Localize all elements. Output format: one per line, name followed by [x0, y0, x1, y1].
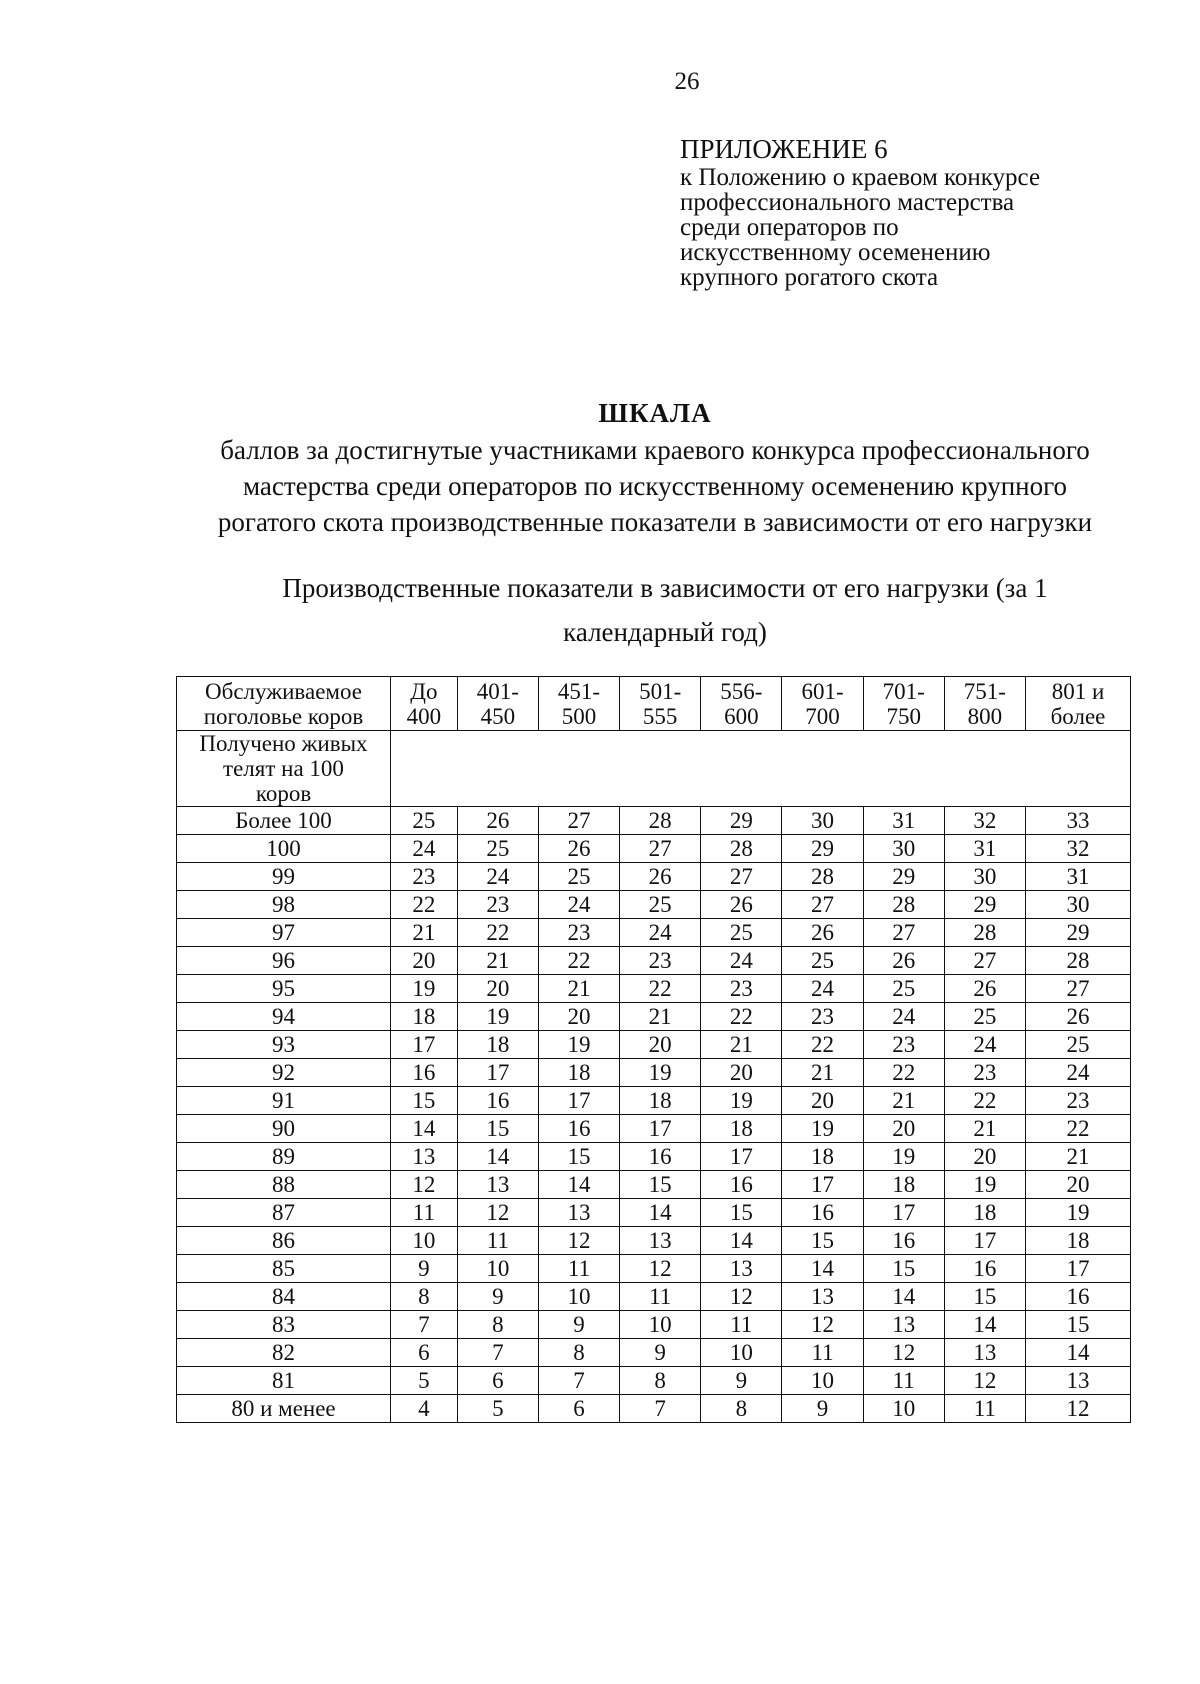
score-cell: 14 — [1025, 1339, 1130, 1367]
score-cell: 9 — [457, 1283, 538, 1311]
score-cell: 10 — [391, 1227, 458, 1255]
score-cell: 19 — [863, 1143, 944, 1171]
score-cell: 18 — [701, 1115, 782, 1143]
cell-text-line: 556- — [720, 678, 763, 704]
table-row — [177, 807, 1131, 835]
score-cell: 18 — [782, 1143, 863, 1171]
score-cell: 16 — [538, 1115, 619, 1143]
score-cell: 22 — [457, 919, 538, 947]
score-cell: 15 — [863, 1255, 944, 1283]
row-label-cell: 83 — [177, 1311, 391, 1339]
score-cell: 28 — [863, 891, 944, 919]
score-cell: 20 — [620, 1031, 701, 1059]
score-cell: 22 — [701, 1003, 782, 1031]
score-cell: 18 — [457, 1031, 538, 1059]
score-cell: 21 — [457, 947, 538, 975]
cell-text-line: 750 — [886, 703, 921, 729]
score-cell: 13 — [782, 1283, 863, 1311]
table-row — [177, 1283, 1131, 1311]
score-cell: 13 — [863, 1311, 944, 1339]
row-label-cell: 94 — [177, 1003, 391, 1031]
cell-text-line: 400 — [406, 703, 442, 729]
row-label-cell: 100 — [177, 835, 391, 863]
cell-text-line: До — [410, 678, 438, 704]
score-cell: 32 — [944, 807, 1025, 835]
score-cell: 18 — [1025, 1227, 1130, 1255]
score-cell: 31 — [863, 807, 944, 835]
score-cell: 13 — [391, 1143, 458, 1171]
score-cell: 17 — [944, 1227, 1025, 1255]
score-cell: 14 — [782, 1255, 863, 1283]
score-cell: 27 — [782, 891, 863, 919]
score-cell: 11 — [391, 1199, 458, 1227]
table-row — [177, 1115, 1131, 1143]
score-cell: 5 — [391, 1367, 458, 1395]
score-cell: 27 — [863, 919, 944, 947]
score-cell: 21 — [782, 1059, 863, 1087]
caption-line: календарный год) — [563, 617, 767, 647]
score-cell: 26 — [782, 919, 863, 947]
score-cell: 22 — [782, 1031, 863, 1059]
score-cell: 12 — [863, 1339, 944, 1367]
score-cell: 17 — [782, 1171, 863, 1199]
table-row — [177, 947, 1131, 975]
score-cell: 7 — [538, 1367, 619, 1395]
score-cell: 16 — [701, 1171, 782, 1199]
score-cell: 19 — [457, 1003, 538, 1031]
table-caption — [210, 566, 1120, 654]
score-cell: 8 — [701, 1395, 782, 1423]
header-cell-range — [538, 677, 619, 731]
score-cell: 11 — [944, 1395, 1025, 1423]
score-cell: 24 — [1025, 1059, 1130, 1087]
row-label-cell: 88 — [177, 1171, 391, 1199]
score-cell: 11 — [863, 1367, 944, 1395]
row-label-cell: 86 — [177, 1227, 391, 1255]
score-cell: 30 — [944, 863, 1025, 891]
header-cell-calves — [177, 731, 391, 807]
score-cell: 14 — [391, 1115, 458, 1143]
score-cell: 27 — [944, 947, 1025, 975]
row-label-cell: 85 — [177, 1255, 391, 1283]
score-cell: 10 — [701, 1339, 782, 1367]
score-cell: 26 — [863, 947, 944, 975]
score-cell: 19 — [1025, 1199, 1130, 1227]
score-cell: 20 — [1025, 1171, 1130, 1199]
score-cell: 25 — [863, 975, 944, 1003]
cell-text-line: 700 — [805, 703, 840, 729]
cell-text-line: 800 — [967, 703, 1003, 729]
cell-text-line: 701- — [882, 678, 925, 704]
score-cell: 23 — [620, 947, 701, 975]
score-cell: 14 — [701, 1227, 782, 1255]
score-cell: 22 — [620, 975, 701, 1003]
cell-text-line: 600 — [724, 703, 759, 729]
score-cell: 5 — [457, 1395, 538, 1423]
table-row — [177, 1059, 1131, 1087]
score-cell: 14 — [538, 1171, 619, 1199]
header-cell-range — [1025, 677, 1130, 731]
score-cell: 13 — [620, 1227, 701, 1255]
score-cell: 24 — [701, 947, 782, 975]
score-cell: 19 — [701, 1087, 782, 1115]
score-cell: 28 — [620, 807, 701, 835]
score-cell: 21 — [391, 919, 458, 947]
score-cell: 17 — [457, 1059, 538, 1087]
score-cell: 19 — [620, 1059, 701, 1087]
score-cell: 11 — [538, 1255, 619, 1283]
score-cell: 16 — [944, 1255, 1025, 1283]
score-cell: 18 — [391, 1003, 458, 1031]
score-cell: 21 — [620, 1003, 701, 1031]
score-cell: 15 — [782, 1227, 863, 1255]
score-cell: 18 — [863, 1171, 944, 1199]
appendix-line: искусственному осеменению — [680, 239, 991, 266]
score-cell: 25 — [457, 835, 538, 863]
score-cell: 15 — [391, 1087, 458, 1115]
score-cell: 30 — [1025, 891, 1130, 919]
row-label-cell: 81 — [177, 1367, 391, 1395]
score-cell: 26 — [944, 975, 1025, 1003]
score-cell: 13 — [538, 1199, 619, 1227]
score-cell: 26 — [1025, 1003, 1130, 1031]
score-cell: 18 — [620, 1087, 701, 1115]
score-cell: 20 — [391, 947, 458, 975]
cell-text-line: телят на 100 — [223, 756, 344, 781]
header-cell-range — [391, 677, 458, 731]
table-row — [177, 891, 1131, 919]
table-row — [177, 1311, 1131, 1339]
table-row — [177, 1339, 1131, 1367]
score-cell: 15 — [1025, 1311, 1130, 1339]
score-cell: 15 — [457, 1115, 538, 1143]
header-cell-range — [863, 677, 944, 731]
score-cell: 18 — [944, 1199, 1025, 1227]
document-heading: ШКАЛА — [598, 398, 712, 428]
score-cell: 24 — [391, 835, 458, 863]
score-cell: 24 — [782, 975, 863, 1003]
subtitle-line: баллов за достигнутые участниками краевого конкурса профессионального — [220, 435, 1090, 465]
score-cell: 12 — [538, 1227, 619, 1255]
score-cell: 8 — [620, 1367, 701, 1395]
score-cell: 22 — [538, 947, 619, 975]
score-cell: 8 — [538, 1339, 619, 1367]
score-cell: 27 — [1025, 975, 1130, 1003]
score-cell: 14 — [620, 1199, 701, 1227]
row-label-cell: 84 — [177, 1283, 391, 1311]
score-cell: 23 — [701, 975, 782, 1003]
score-cell: 23 — [863, 1031, 944, 1059]
scale-table — [176, 676, 1131, 1423]
appendix-title: ПРИЛОЖЕНИЕ 6 — [680, 134, 888, 164]
score-cell: 12 — [391, 1171, 458, 1199]
row-label-cell: 89 — [177, 1143, 391, 1171]
score-cell: 23 — [457, 891, 538, 919]
score-cell: 29 — [863, 863, 944, 891]
cell-text-line: 401- — [476, 678, 519, 704]
score-cell: 11 — [457, 1227, 538, 1255]
appendix-line: крупного рогатого скота — [680, 264, 939, 291]
score-cell: 23 — [391, 863, 458, 891]
score-cell: 19 — [944, 1171, 1025, 1199]
score-cell: 19 — [782, 1115, 863, 1143]
score-cell: 32 — [1025, 835, 1130, 863]
score-cell: 24 — [944, 1031, 1025, 1059]
score-cell: 16 — [1025, 1283, 1130, 1311]
row-label-cell: 91 — [177, 1087, 391, 1115]
score-cell: 16 — [620, 1143, 701, 1171]
score-cell: 27 — [620, 835, 701, 863]
header-cell-range — [782, 677, 863, 731]
score-cell: 16 — [457, 1087, 538, 1115]
header-cell-herd-size — [177, 677, 391, 731]
score-cell: 29 — [782, 835, 863, 863]
row-label-cell: 87 — [177, 1199, 391, 1227]
score-cell: 25 — [944, 1003, 1025, 1031]
score-cell: 15 — [701, 1199, 782, 1227]
score-cell: 9 — [538, 1311, 619, 1339]
table-row — [177, 1143, 1131, 1171]
score-cell: 29 — [944, 891, 1025, 919]
score-cell: 12 — [457, 1199, 538, 1227]
table-row — [177, 1171, 1131, 1199]
score-cell: 23 — [944, 1059, 1025, 1087]
row-label-cell: 96 — [177, 947, 391, 975]
cell-text-line: 451- — [557, 678, 601, 704]
score-cell: 29 — [701, 807, 782, 835]
score-cell: 8 — [457, 1311, 538, 1339]
score-cell: 24 — [620, 919, 701, 947]
table-row — [177, 975, 1131, 1003]
score-cell: 13 — [1025, 1367, 1130, 1395]
score-cell: 10 — [620, 1311, 701, 1339]
score-cell: 8 — [391, 1283, 458, 1311]
score-cell: 11 — [782, 1339, 863, 1367]
score-cell: 15 — [944, 1283, 1025, 1311]
appendix-line: среди операторов по — [680, 214, 899, 241]
score-cell: 14 — [863, 1283, 944, 1311]
score-cell: 17 — [1025, 1255, 1130, 1283]
score-cell: 25 — [701, 919, 782, 947]
cell-text-line: 801 и — [1051, 678, 1105, 704]
score-cell: 20 — [782, 1087, 863, 1115]
appendix-block — [680, 133, 1160, 290]
score-cell: 16 — [391, 1059, 458, 1087]
score-cell: 7 — [620, 1395, 701, 1423]
score-cell: 10 — [863, 1395, 944, 1423]
appendix-line: к Положению о краевом конкурсе — [680, 164, 1041, 191]
score-cell: 20 — [538, 1003, 619, 1031]
score-cell: 17 — [391, 1031, 458, 1059]
page-number: 26 — [674, 68, 700, 95]
score-cell: 18 — [538, 1059, 619, 1087]
row-label-cell: 98 — [177, 891, 391, 919]
row-label-cell: 92 — [177, 1059, 391, 1087]
row-label-cell: 97 — [177, 919, 391, 947]
score-cell: 10 — [538, 1283, 619, 1311]
score-cell: 17 — [538, 1087, 619, 1115]
score-cell: 17 — [620, 1115, 701, 1143]
score-cell: 23 — [1025, 1087, 1130, 1115]
cell-text-line: 450 — [480, 703, 516, 729]
score-cell: 10 — [782, 1367, 863, 1395]
table-row — [177, 1367, 1131, 1395]
score-cell: 26 — [538, 835, 619, 863]
score-cell: 21 — [863, 1087, 944, 1115]
score-cell: 10 — [457, 1255, 538, 1283]
table-header-row — [177, 677, 1131, 731]
score-cell: 28 — [701, 835, 782, 863]
score-cell: 22 — [391, 891, 458, 919]
score-cell: 20 — [457, 975, 538, 1003]
score-cell: 15 — [620, 1171, 701, 1199]
caption-line: Производственные показатели в зависимости от его нагрузки (за 1 — [282, 573, 1048, 603]
table-row — [177, 1227, 1131, 1255]
score-cell: 6 — [457, 1367, 538, 1395]
score-cell: 6 — [538, 1395, 619, 1423]
cell-text-line: 601- — [801, 678, 844, 704]
score-cell: 25 — [620, 891, 701, 919]
score-cell: 19 — [538, 1031, 619, 1059]
header-cell-range — [701, 677, 782, 731]
score-cell: 24 — [457, 863, 538, 891]
score-cell: 21 — [701, 1031, 782, 1059]
score-cell: 22 — [863, 1059, 944, 1087]
score-cell: 13 — [944, 1339, 1025, 1367]
score-cell: 16 — [863, 1227, 944, 1255]
score-cell: 17 — [863, 1199, 944, 1227]
score-cell: 23 — [538, 919, 619, 947]
table-row — [177, 1087, 1131, 1115]
score-cell: 14 — [944, 1311, 1025, 1339]
score-cell: 26 — [457, 807, 538, 835]
score-cell: 9 — [391, 1255, 458, 1283]
score-cell: 24 — [538, 891, 619, 919]
table-row — [177, 1395, 1131, 1423]
score-cell: 31 — [1025, 863, 1130, 891]
score-cell: 27 — [701, 863, 782, 891]
cell-text-line: 751- — [963, 678, 1006, 704]
score-cell: 21 — [538, 975, 619, 1003]
score-cell: 22 — [944, 1087, 1025, 1115]
table-row — [177, 1003, 1131, 1031]
score-cell: 22 — [1025, 1115, 1130, 1143]
score-cell: 28 — [782, 863, 863, 891]
score-cell: 25 — [1025, 1031, 1130, 1059]
score-cell: 11 — [620, 1283, 701, 1311]
score-cell: 7 — [391, 1311, 458, 1339]
row-label-cell: 95 — [177, 975, 391, 1003]
score-cell: 25 — [538, 863, 619, 891]
cell-text-line: Обслуживаемое — [205, 678, 362, 704]
score-cell: 25 — [782, 947, 863, 975]
score-cell: 19 — [391, 975, 458, 1003]
table-row — [177, 835, 1131, 863]
cell-text-line: более — [1050, 703, 1106, 729]
score-cell: 16 — [782, 1199, 863, 1227]
score-cell: 28 — [944, 919, 1025, 947]
score-cell: 21 — [1025, 1143, 1130, 1171]
score-cell: 9 — [620, 1339, 701, 1367]
score-cell: 15 — [538, 1143, 619, 1171]
document-subtitle — [160, 432, 1150, 540]
score-cell: 9 — [701, 1367, 782, 1395]
appendix-line: профессионального мастерства — [680, 189, 1015, 216]
score-cell: 21 — [944, 1115, 1025, 1143]
header-cell-range — [944, 677, 1025, 731]
score-cell: 20 — [944, 1143, 1025, 1171]
score-cell: 25 — [391, 807, 458, 835]
score-cell: 14 — [457, 1143, 538, 1171]
table-row — [177, 1199, 1131, 1227]
score-cell: 26 — [701, 891, 782, 919]
row-label-cell: 90 — [177, 1115, 391, 1143]
table-row — [177, 863, 1131, 891]
table-row — [177, 1255, 1131, 1283]
score-cell: 6 — [391, 1339, 458, 1367]
subheader-spacer — [391, 731, 1131, 807]
subtitle-line: мастерства среди операторов по искусственному осеменению крупного — [242, 471, 1068, 501]
score-cell: 17 — [701, 1143, 782, 1171]
score-cell: 23 — [782, 1003, 863, 1031]
cell-text-line: 501- — [639, 678, 682, 704]
score-cell: 30 — [863, 835, 944, 863]
row-label-cell: 99 — [177, 863, 391, 891]
cell-text-line: 500 — [561, 703, 597, 729]
score-cell: 20 — [701, 1059, 782, 1087]
score-cell: 12 — [1025, 1395, 1130, 1423]
score-cell: 12 — [701, 1283, 782, 1311]
row-label-cell: Более 100 — [177, 807, 391, 835]
subtitle-line: рогатого скота производственные показатели в зависимости от его нагрузки — [217, 507, 1093, 537]
score-cell: 20 — [863, 1115, 944, 1143]
cell-text-line: поголовье коров — [203, 703, 364, 729]
score-cell: 7 — [457, 1339, 538, 1367]
score-cell: 9 — [782, 1395, 863, 1423]
table-row — [177, 919, 1131, 947]
score-cell: 11 — [701, 1311, 782, 1339]
row-label-cell: 93 — [177, 1031, 391, 1059]
score-cell: 29 — [1025, 919, 1130, 947]
header-cell-range — [457, 677, 538, 731]
cell-text-line: коров — [255, 781, 312, 806]
cell-text-line: 555 — [642, 703, 678, 729]
score-cell: 26 — [620, 863, 701, 891]
score-cell: 13 — [457, 1171, 538, 1199]
score-cell: 28 — [1025, 947, 1130, 975]
score-cell: 4 — [391, 1395, 458, 1423]
cell-text-line: Получено живых — [199, 731, 368, 756]
score-cell: 30 — [782, 807, 863, 835]
score-cell: 27 — [538, 807, 619, 835]
table-row — [177, 1031, 1131, 1059]
header-cell-range — [620, 677, 701, 731]
score-cell: 33 — [1025, 807, 1130, 835]
score-cell: 13 — [701, 1255, 782, 1283]
table-subheader-row — [177, 731, 1131, 807]
row-label-cell: 80 и менее — [177, 1395, 391, 1423]
score-cell: 12 — [620, 1255, 701, 1283]
score-cell: 12 — [944, 1367, 1025, 1395]
row-label-cell: 82 — [177, 1339, 391, 1367]
score-cell: 31 — [944, 835, 1025, 863]
score-cell: 12 — [782, 1311, 863, 1339]
score-cell: 24 — [863, 1003, 944, 1031]
